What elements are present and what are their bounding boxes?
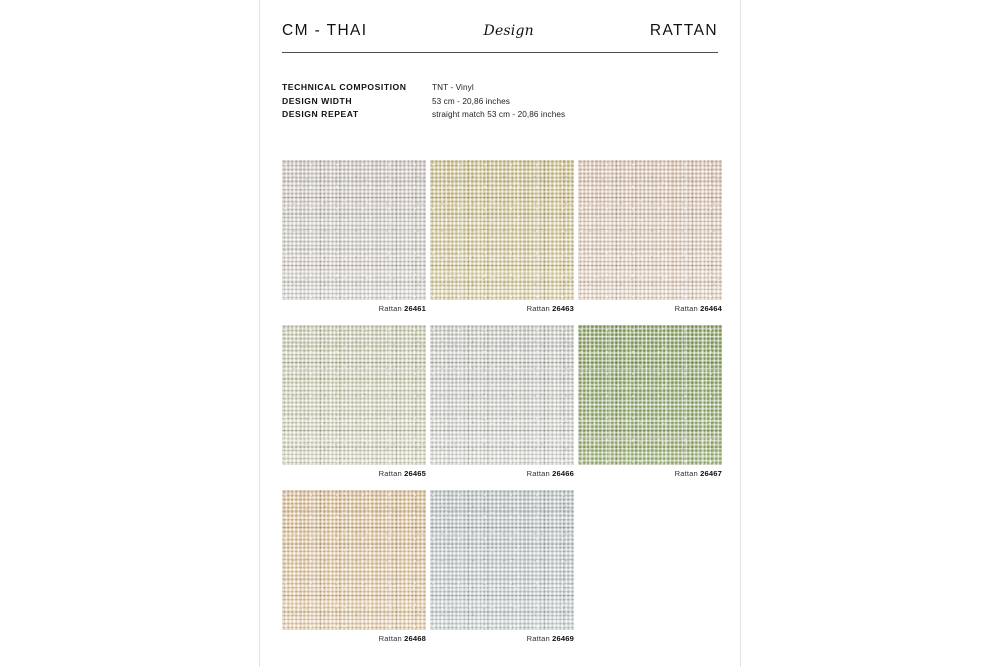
- swatch-code: 26468: [404, 634, 426, 643]
- swatch-caption: [430, 634, 574, 643]
- swatch-code: 26463: [552, 304, 574, 313]
- fabric-swatch[interactable]: [578, 325, 722, 465]
- fabric-swatch[interactable]: [430, 490, 574, 630]
- spec-label: DESIGN WIDTH: [282, 95, 353, 106]
- spec-value: straight match 53 cm - 20,86 inches: [432, 110, 566, 119]
- caption-prefix: Rattan: [526, 634, 550, 643]
- caption-prefix: Rattan: [378, 469, 402, 478]
- specification-table: [282, 82, 722, 123]
- weave-speckle: [282, 325, 426, 465]
- caption-prefix: Rattan: [526, 469, 550, 478]
- fabric-swatch[interactable]: [282, 325, 426, 465]
- header-divider: [282, 52, 718, 53]
- spec-row: [282, 96, 722, 106]
- caption-prefix: Rattan: [674, 304, 698, 313]
- caption-prefix: Rattan: [378, 304, 402, 313]
- swatch-caption: [578, 469, 722, 478]
- spec-label: DESIGN REPEAT: [282, 109, 359, 119]
- swatch-grid: [282, 160, 722, 643]
- swatch-caption: [430, 469, 574, 478]
- swatch-cell[interactable]: [282, 490, 426, 643]
- caption-prefix: Rattan: [526, 304, 550, 313]
- caption-prefix: Rattan: [378, 634, 402, 643]
- swatch-cell[interactable]: [578, 160, 722, 313]
- swatch-caption: [282, 304, 426, 313]
- weave-speckle: [430, 325, 574, 465]
- swatch-cell[interactable]: [578, 325, 722, 478]
- swatch-cell[interactable]: [430, 490, 574, 643]
- swatch-code: 26461: [404, 304, 426, 313]
- spec-value: TNT - Vinyl: [432, 83, 474, 92]
- swatch-code: 26464: [700, 304, 722, 313]
- swatch-code: 26465: [404, 469, 426, 478]
- spec-row: [282, 109, 722, 119]
- weave-speckle: [282, 490, 426, 630]
- swatch-cell[interactable]: [430, 160, 574, 313]
- swatch-caption: [282, 634, 426, 643]
- fabric-swatch[interactable]: [430, 325, 574, 465]
- brand-title: CM - THAI: [282, 22, 368, 39]
- spec-row: [282, 82, 722, 92]
- swatch-caption: [578, 304, 722, 313]
- fabric-swatch[interactable]: [430, 160, 574, 300]
- swatch-code: 26467: [700, 469, 722, 478]
- swatch-cell[interactable]: [282, 325, 426, 478]
- spec-value: 53 cm - 20,86 inches: [432, 96, 511, 106]
- right-margin-rule: [740, 0, 741, 667]
- design-script-word: Design: [483, 23, 534, 39]
- swatch-code: 26469: [552, 634, 574, 643]
- swatch-cell[interactable]: [430, 325, 574, 478]
- weave-speckle: [430, 490, 574, 630]
- sheet: [260, 0, 740, 667]
- caption-prefix: Rattan: [674, 469, 698, 478]
- page-header: [282, 22, 718, 54]
- weave-speckle: [578, 160, 722, 300]
- fabric-swatch[interactable]: [578, 160, 722, 300]
- fabric-swatch[interactable]: [282, 490, 426, 630]
- spec-label: TECHNICAL COMPOSITION: [282, 82, 407, 92]
- swatch-code: 26466: [552, 469, 574, 478]
- weave-speckle: [578, 325, 722, 465]
- swatch-cell[interactable]: [282, 160, 426, 313]
- collection-title: RATTAN: [649, 22, 718, 39]
- weave-speckle: [282, 160, 426, 300]
- swatch-caption: [430, 304, 574, 313]
- weave-speckle: [430, 160, 574, 300]
- swatch-caption: [282, 469, 426, 478]
- fabric-swatch[interactable]: [282, 160, 426, 300]
